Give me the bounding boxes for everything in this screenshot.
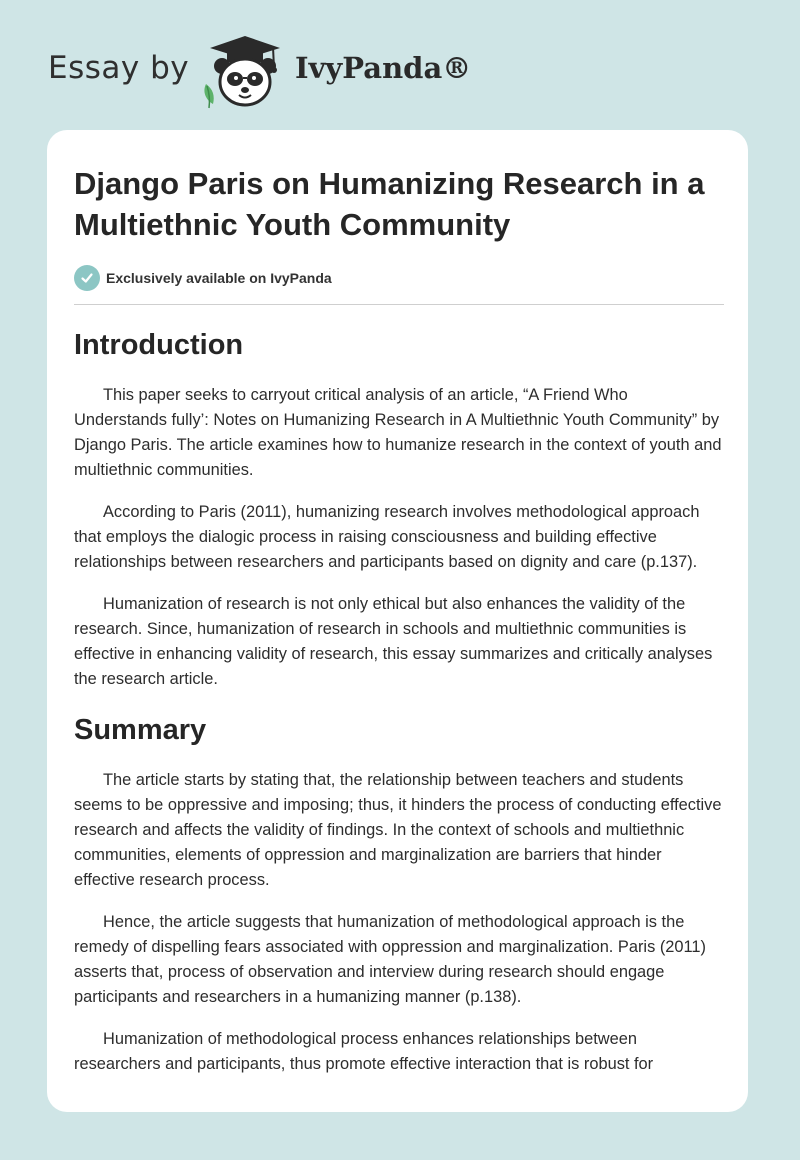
paragraph: Humanization of research is not only ethical but also enhances the validity of the research. Since, humanization of research in schools and multiethnic communities is effective in enhancing validity of research, this essay summarizes and critically analyses the research article.	[74, 595, 713, 688]
section-summary	[74, 768, 724, 1077]
paragraph: Hence, the article suggests that humanization of methodological approach is the remedy of dispelling fears associated with oppression and marginalization. Paris (2011) asserts that, process of observation and interview during research should engage participants and researchers in a humanizing manner (p.138).	[74, 913, 706, 1006]
essay-by-label: Essay by	[48, 50, 190, 86]
essay-title: Django Paris on Humanizing Research in a Multiethnic Youth Community	[74, 166, 705, 242]
exclusive-notice	[74, 264, 724, 292]
paragraph: The article starts by stating that, the relationship between teachers and students seems to be oppressive and imposing; thus, it hinders the process of conducting effective research and affects the validity of findings. In the context of schools and multiethnic communities, elements of oppression and marginalization are barriers that hinder effective research process.	[74, 771, 722, 889]
section-heading-summary: Summary	[74, 714, 207, 746]
check-icon	[74, 265, 100, 291]
essay-content	[74, 163, 724, 1077]
exclusive-label: Exclusively available on IvyPanda	[106, 270, 332, 286]
section-introduction	[74, 383, 724, 692]
paragraph: Humanization of methodological process enhances relationships between researchers and participants, thus promote effective interaction that is robust for	[74, 1030, 654, 1073]
panda-graduate-icon[interactable]	[200, 34, 290, 110]
paragraph: This paper seeks to carryout critical analysis of an article, “A Friend Who Understands fully’: Notes on Humanizing Research in A Multiethnic Youth Community” by Django Paris. The article examines how to humanize research in the context of youth and multiethnic communities.	[74, 386, 722, 479]
section-heading-introduction: Introduction	[74, 329, 244, 361]
paragraph: According to Paris (2011), humanizing research involves methodological approach that employs the dialogic process in raising consciousness and building effective relationships between researchers and participants based on dignity and care (p.137).	[74, 503, 700, 571]
ivypanda-brand[interactable]: IvyPanda®	[295, 51, 472, 85]
site-header	[0, 0, 800, 130]
divider	[74, 304, 724, 305]
essay-card	[47, 130, 748, 1112]
